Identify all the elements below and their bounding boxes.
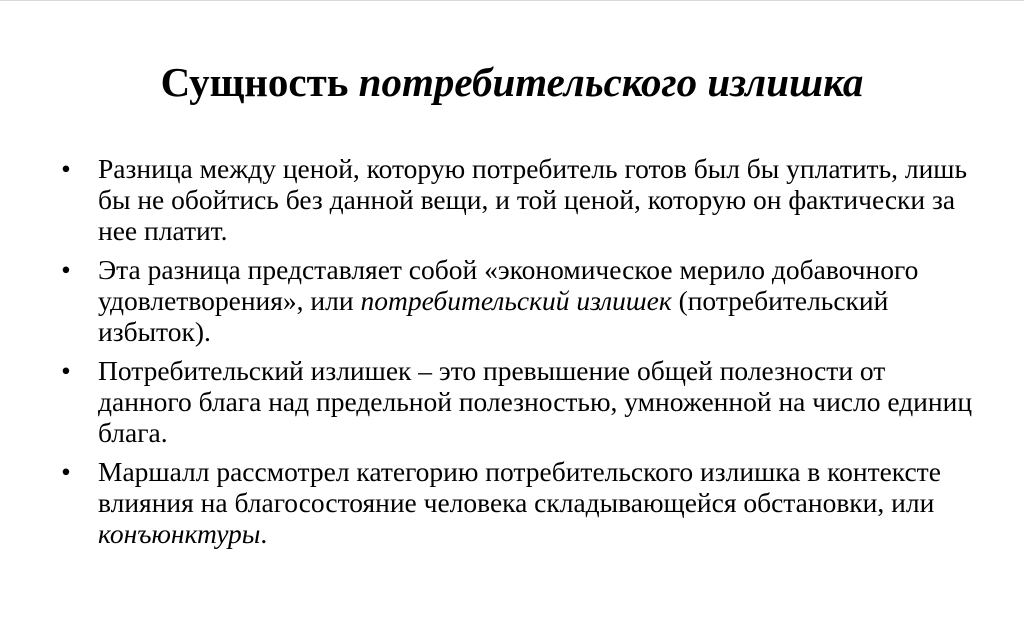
- bullet-text-italic: потребительский излишек: [360, 285, 672, 316]
- slide-title-italic: потребительского излишка: [358, 59, 864, 105]
- slide-title-regular: Сущность: [160, 59, 359, 105]
- bullet-marker: •: [61, 456, 71, 487]
- bullet-text: [98, 355, 972, 448]
- bullet-marker: •: [61, 254, 71, 285]
- bullet-text-segment: Потребительский излишек – это превышение общей полезности от данного блага над предельной полезностью, умноженной на число единиц блага.: [98, 355, 973, 448]
- top-divider: [0, 0, 1024, 1]
- bullet-item: [56, 355, 976, 448]
- bullet-item: [56, 153, 976, 246]
- slide-title: [0, 58, 1024, 106]
- bullet-marker: •: [61, 153, 71, 184]
- bullet-text: [98, 254, 918, 347]
- bullet-text-segment: Разница между ценой, которую потребитель готов был бы уплатить, лишь бы не обойтись без данной вещи, и той ценой, которую он фактически за нее платит.: [98, 153, 968, 246]
- bullet-text: [98, 153, 967, 246]
- bullet-text-italic: конъюнктуры: [98, 518, 261, 549]
- bullet-item: [56, 456, 976, 549]
- bullet-text-segment: (потребительский избыток).: [98, 285, 889, 347]
- bullet-list: [56, 153, 976, 557]
- bullet-text: [98, 456, 941, 549]
- bullet-text-segment: Эта разница представляет собой «экономическое мерило добавочного удовлетворения», или: [98, 254, 919, 316]
- bullet-text-segment: Маршалл рассмотрел категорию потребительского излишка в контексте влияния на благосостояние человека складывающейся обстановки, или: [98, 456, 941, 518]
- bullet-marker: •: [61, 355, 71, 386]
- bullet-text-segment: .: [260, 518, 268, 549]
- bullet-item: [56, 254, 976, 347]
